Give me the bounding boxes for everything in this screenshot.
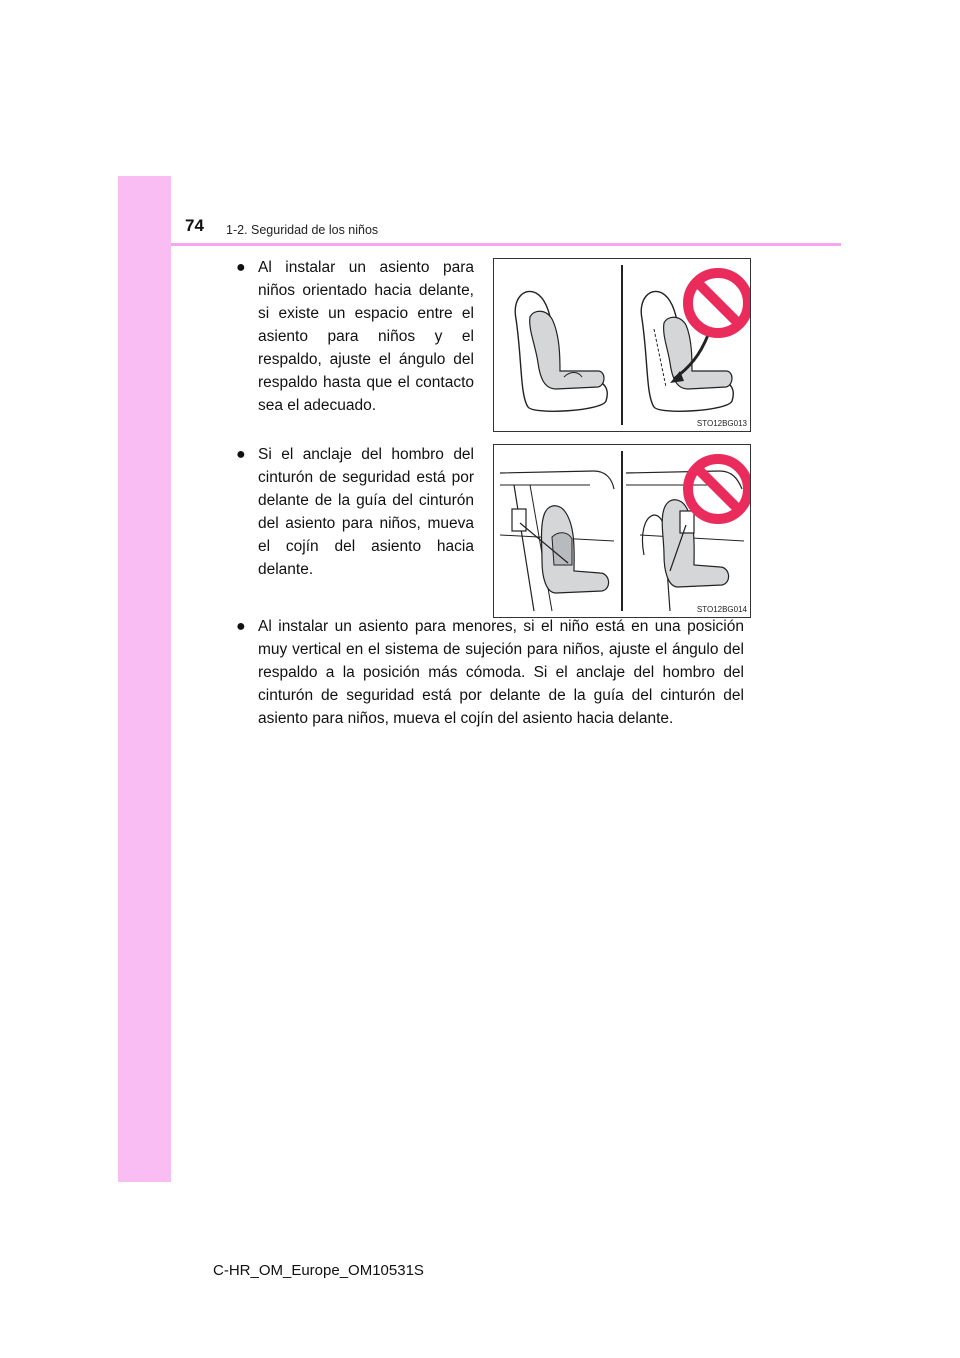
prohibited-icon <box>688 459 748 519</box>
footer-document-id: C-HR_OM_Europe_OM10531S <box>213 1262 424 1279</box>
side-color-band <box>118 176 171 1182</box>
bullet-icon: ● <box>236 618 246 635</box>
figure-belt-anchor <box>493 444 751 618</box>
bullet-icon: ● <box>236 259 246 276</box>
bullet-item-belt-anchor <box>236 443 474 581</box>
page-number: 74 <box>185 216 204 235</box>
figure-code: STO12BG013 <box>696 419 747 428</box>
bullet-item-booster-seat <box>236 615 744 730</box>
figure-seat-gap <box>493 258 751 432</box>
bullet-text: Al instalar un asiento para niños orientado hacia delante, si existe un espacio entre el asiento para niños y el respaldo, ajuste el ángulo del respaldo hasta que el contacto sea el adecuado. <box>258 259 474 414</box>
bullet-text: Al instalar un asiento para menores, si el niño está en una posición muy vertical en el sistema de sujeción para niños, ajuste el ángulo del respaldo a la posición más cómoda. Si el anclaje del hombro del cinturón de seguridad está por delante de la guía del cinturón del asiento para niños, mueva el cojín del asiento hacia delante. <box>258 618 744 727</box>
bullet-item-seat-angle <box>236 256 474 417</box>
header-divider <box>171 243 841 246</box>
figure-code: STO12BG014 <box>696 605 747 614</box>
bullet-icon: ● <box>236 446 246 463</box>
section-title: 1-2. Seguridad de los niños <box>226 223 379 237</box>
belt-correct-illustration <box>494 445 750 617</box>
seat-correct-illustration <box>494 259 750 431</box>
bullet-text: Si el anclaje del hombro del cinturón de seguridad está por delante de la guía del cinturón del asiento para niños, mueva el cojín del asiento hacia delante. <box>258 446 474 578</box>
prohibited-icon <box>688 273 748 333</box>
